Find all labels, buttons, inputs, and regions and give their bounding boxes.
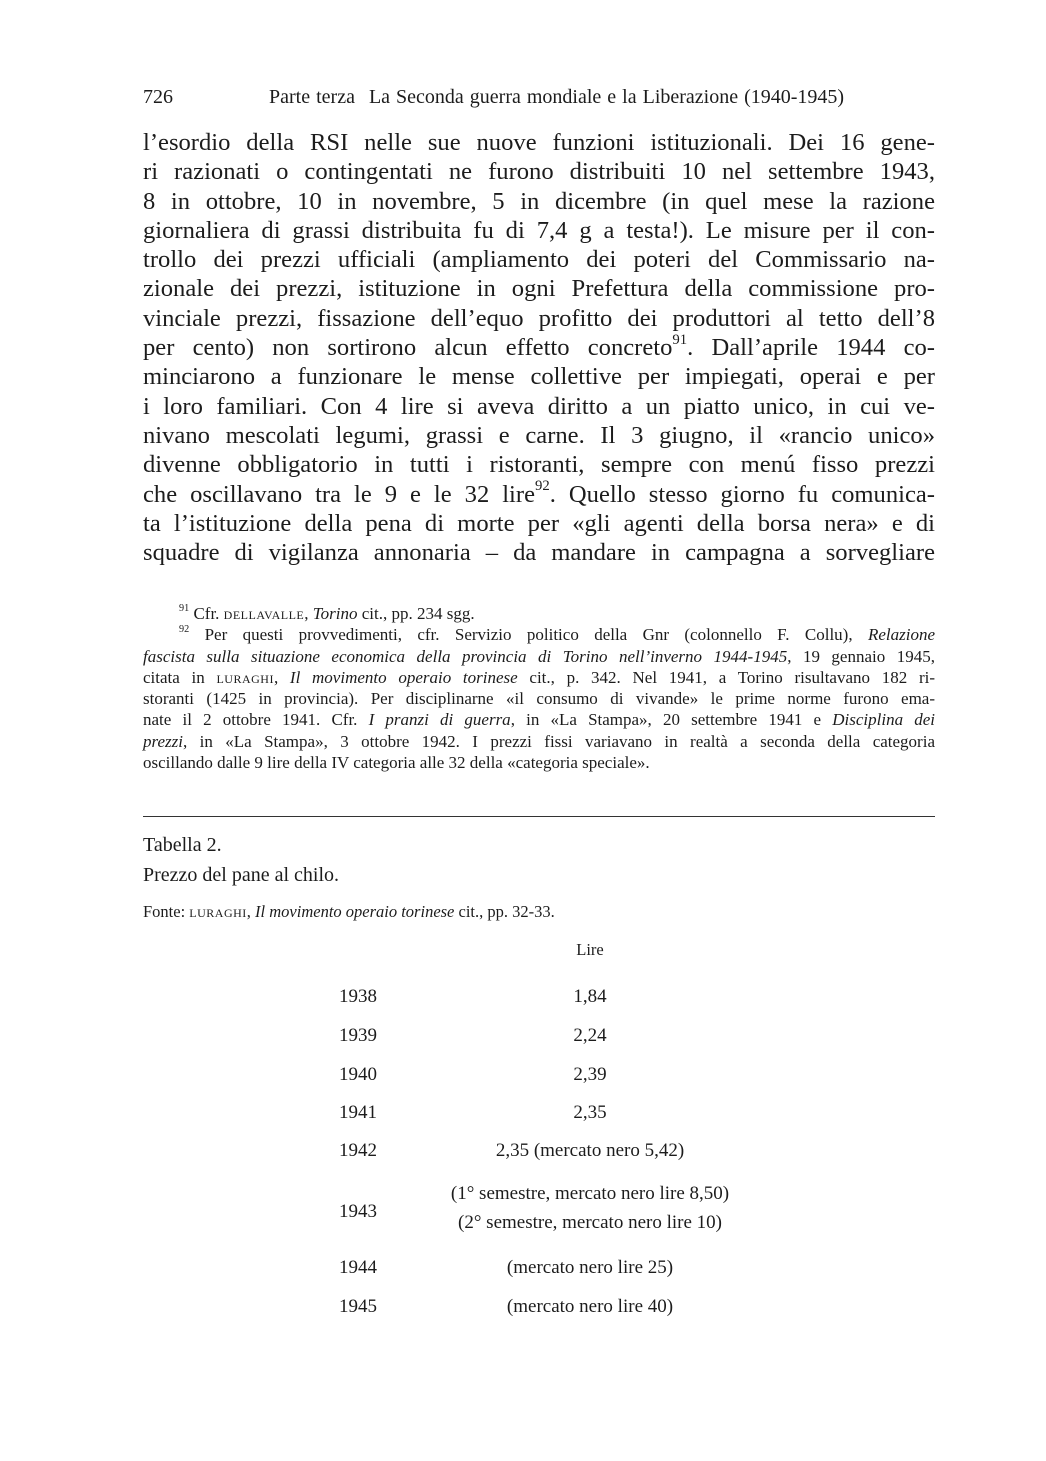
footnote-ref-91[interactable]: 91 [672,331,688,348]
year-cell: 1943 [339,1201,377,1222]
work-title: Disciplina dei [832,710,935,730]
author-name: luraghi [189,902,247,921]
section-divider [143,816,935,817]
column-header-lire: Lire [576,940,604,959]
footnote-line: prezzi, in «La Stampa», 3 ottobre 1942. I prezzi fissi variavano in realtà a seconda della categoria [143,731,935,751]
text-line: ta l’istituzione della pena di morte per «gli agenti della borsa nera» e di [143,509,935,537]
work-title: I pranzi di guerra [368,710,511,730]
value-cell: 1,84 [573,986,607,1007]
footnotes [143,603,935,773]
value-cell: 2,39 [573,1064,607,1085]
page-number: 726 [143,86,173,108]
work-title: Il movimento operaio torinese [289,667,518,687]
chapter-title: La Seconda guerra mondiale e la Liberazione (1940-1945) [368,86,845,108]
text-segment: per cento) non sortirono alcun effetto concreto [143,334,673,362]
text-segment: che oscillavano tra le 9 e le 32 lire [143,480,535,508]
text-line: nivano mescolati legumi, grassi e carne. Il 3 giugno, il «rancio unico» [143,421,935,449]
work-title: Il movimento operaio torinese [255,902,455,921]
text-line: divenne obbligatorio in tutti i ristoranti, sempre con menú fisso prezzi [143,451,935,479]
text-line: giornaliera di grassi distribuita fu di 7,4 g a testa!). Le misure per il con- [143,216,935,244]
year-cell: 1940 [339,1064,377,1085]
text-line: vinciale prezzi, fissazione dell’equo profitto dei produttori al tetto dell’8 [143,304,935,332]
footnote-92: $^{92}$ Per questi provvedimenti, cfr. Servizio politico della Gnr (colonnello F. Collu), Relazione [179,624,936,645]
table-source: Fonte: luraghi, Il movimento operaio torinese cit., pp. 32-33. [143,902,555,921]
table-label: Tabella 2. [143,834,222,856]
text-segment: . Quello stesso giorno fu comunica- [549,480,935,508]
footnote-ref-92[interactable]: 92 [535,478,550,495]
value-cell: (mercato nero lire 25) [506,1257,674,1278]
value-cell: (1° semestre, mercato nero lire 8,50) (2° semestre, mercato nero lire 10) [450,1183,730,1233]
text-line: trollo dei prezzi ufficiali (ampliamento dei poteri del Commissario na- [143,246,935,274]
text-line: 8 in ottobre, 10 in novembre, 5 in dicembre (in quel mese la razione [143,187,935,215]
value-cell: 2,24 [573,1025,607,1046]
running-title [269,86,844,109]
footnote-number: 92 [179,624,190,636]
text-line [143,333,935,362]
year-cell: 1942 [339,1140,377,1161]
year-cell: 1941 [339,1102,377,1123]
text-line [143,480,935,509]
footnote-line: storanti (1425 in provincia). Per disciplinarne «il consumo di vivande» le prime norme furono ema- [143,689,935,709]
text-line: zionale dei prezzi, istituzione in ogni Prefettura della commissione pro- [143,275,935,303]
value-cell: (mercato nero lire 40) [506,1296,674,1317]
footnote-91: $^{91}$ Cfr. dellavalle, Torino cit., pp. 234 sgg. [179,602,475,623]
text-line: ri razionati o contingentati ne furono distribuiti 10 nel settembre 1943, [143,158,935,186]
year-cell: 1945 [339,1296,377,1317]
footnote-line: oscillando dalle 9 lire della IV categoria alle 32 della «categoria speciale». [143,753,650,773]
work-title: fascista sulla situazione economica della provincia di Torino nell’inverno 1944-1945 [143,646,788,666]
footnote-line: citata in luraghi, Il movimento operaio torinese cit., p. 342. Nel 1941, a Torino risultavano 182 ri- [143,667,935,687]
table-caption: Prezzo del pane al chilo. [143,864,340,886]
author-name: dellavalle [223,604,305,623]
footnote-line: nate il 2 ottobre 1941. Cfr. I pranzi di guerra, in «La Stampa», 20 settembre 1941 e Disciplina dei [143,710,935,730]
value-cell: 2,35 [573,1102,607,1123]
work-title: prezzi [143,731,183,751]
year-cell: 1944 [339,1257,377,1278]
year-cell: 1938 [339,986,377,1007]
table-header [143,938,935,964]
work-title: Torino [312,604,358,623]
text-segment: . Dall’aprile 1944 co- [687,334,935,362]
author-name: luraghi [216,667,274,687]
footnote-number: 91 [179,602,190,614]
body-paragraph [143,128,935,567]
value-cell: 2,35 (mercato nero 5,42) [495,1140,685,1161]
text-line: i loro familiari. Con 4 lire si aveva diritto a un piatto unico, in cui ve- [143,392,935,420]
text-line: l’esordio della RSI nelle sue nuove funzioni istituzionali. Dei 16 gene- [143,129,935,156]
work-title: Relazione [867,625,936,645]
running-header [143,86,935,112]
text-line: minciarono a funzionare le mense collettive per impiegati, operai e per [143,363,935,391]
text-line: squadre di vigilanza annonaria – da mandare in campagna a sorvegliare [143,539,935,567]
footnote-line: fascista sulla situazione economica della provincia di Torino nell’inverno 1944-1945, 19 gennaio 1945, [143,646,935,666]
part-title: Parte terza [269,86,355,108]
year-cell: 1939 [339,1025,377,1046]
